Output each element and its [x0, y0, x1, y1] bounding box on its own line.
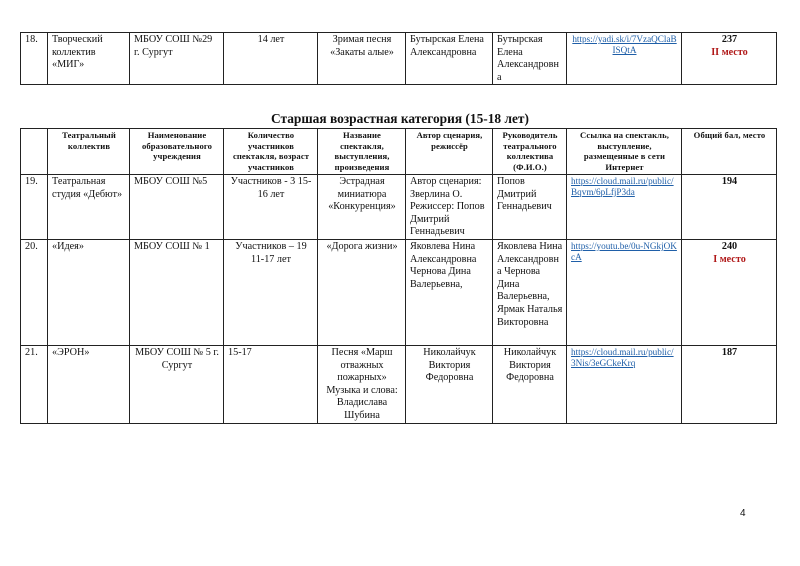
header-participants: Количество участников спектакля, возраст участников	[224, 129, 318, 175]
score-cell	[682, 33, 777, 85]
author-cell: Бутырская Елена Александровна	[406, 33, 493, 85]
performance-link[interactable]: https://cloud.mail.ru/public/Bqvm/6pLfjP3da	[571, 176, 674, 197]
collective-cell: «Идея»	[48, 239, 130, 345]
performance-link[interactable]: https://yadi.sk/i/7VzaQClaBISQtA	[572, 34, 677, 55]
header-school: Наименование образовательного учреждения	[130, 129, 224, 175]
link-cell	[567, 175, 682, 240]
participants-cell: Участников – 19 11-17 лет	[224, 239, 318, 345]
participants-cell: 14 лет	[224, 33, 318, 85]
participants-cell: 15-17	[224, 345, 318, 423]
score-value: 240	[721, 240, 738, 252]
collective-cell: Театральная студия «Дебют»	[48, 175, 130, 240]
title-cell: Эстрадная миниатюра «Конкуренция»	[318, 175, 406, 240]
section-title: Старшая возрастная категория (15-18 лет)	[271, 111, 529, 126]
score-cell	[682, 239, 777, 345]
header-leader: Руководитель театрального коллектива (Ф.И.О.)	[493, 129, 567, 175]
score-value: 194	[721, 176, 738, 187]
leader-cell: Николайчук Виктория Федоровна	[493, 345, 567, 423]
title-cell: «Дорога жизни»	[318, 239, 406, 345]
collective-cell: Творческий коллектив «МИГ»	[48, 33, 130, 85]
leader-cell: Попов Дмитрий Геннадьевич	[493, 175, 567, 240]
score-cell	[682, 175, 777, 240]
score-value: 237	[721, 34, 738, 45]
author-cell: Яковлева Нина Александровна Чернова Дина Валерьевна,	[406, 239, 493, 345]
title-cell: Песня «Марш отважных пожарных» Музыка и слова: Владислава Шубина	[318, 345, 406, 423]
main-table	[20, 128, 777, 424]
leader-cell: Яковлева Нина Александровн а Чернова Дина Валерьевна, Ярмак Наталья Викторовна	[493, 239, 567, 345]
title-cell: Зримая песня «Закаты алые»	[318, 33, 406, 85]
performance-link[interactable]: https://youtu.be/0u-NGkjOKcA	[571, 240, 677, 262]
link-cell	[567, 239, 682, 345]
page-number: 4	[740, 508, 746, 519]
header-num	[21, 129, 48, 175]
top-table	[20, 32, 777, 85]
row-number: 18.	[21, 33, 48, 85]
performance-link[interactable]: https://cloud.mail.ru/public/3Nis/3eGCkeKrq	[571, 346, 674, 368]
header-row	[21, 129, 777, 175]
school-cell: МБОУ СОШ № 5 г. Сургут	[130, 345, 224, 423]
table-row	[21, 33, 777, 85]
author-cell: Автор сценария: Зверлина О. Режиссер: Попов Дмитрий Геннадьевич	[406, 175, 493, 240]
header-score: Общий бал, место	[682, 129, 777, 175]
school-cell: МБОУ СОШ №29 г. Сургут	[130, 33, 224, 85]
participants-cell: Участников - 3 15-16 лет	[224, 175, 318, 240]
row-number: 19.	[21, 175, 48, 240]
header-author: Автор сценария, режиссёр	[406, 129, 493, 175]
row-number: 20.	[21, 239, 48, 345]
table-row	[21, 175, 777, 240]
header-title: Название спектакля, выступления, произведения	[318, 129, 406, 175]
collective-cell: «ЭРОН»	[48, 345, 130, 423]
row-number: 21.	[21, 345, 48, 423]
score-cell	[682, 345, 777, 423]
author-cell: Николайчук Виктория Федоровна	[406, 345, 493, 423]
table-row	[21, 345, 777, 423]
score-value: 187	[721, 346, 738, 358]
header-link: Ссылка на спектакль, выступление, размещенные в сети Интернет	[567, 129, 682, 175]
place-value: II место	[711, 46, 748, 58]
leader-cell: Бутырская Елена Александровн а	[493, 33, 567, 85]
school-cell: МБОУ СОШ №5	[130, 175, 224, 240]
header-collective: Театральный коллектив	[48, 129, 130, 175]
link-cell	[567, 33, 682, 85]
place-value: I место	[713, 253, 746, 265]
table-row	[21, 239, 777, 345]
school-cell: МБОУ СОШ № 1	[130, 239, 224, 345]
link-cell	[567, 345, 682, 423]
